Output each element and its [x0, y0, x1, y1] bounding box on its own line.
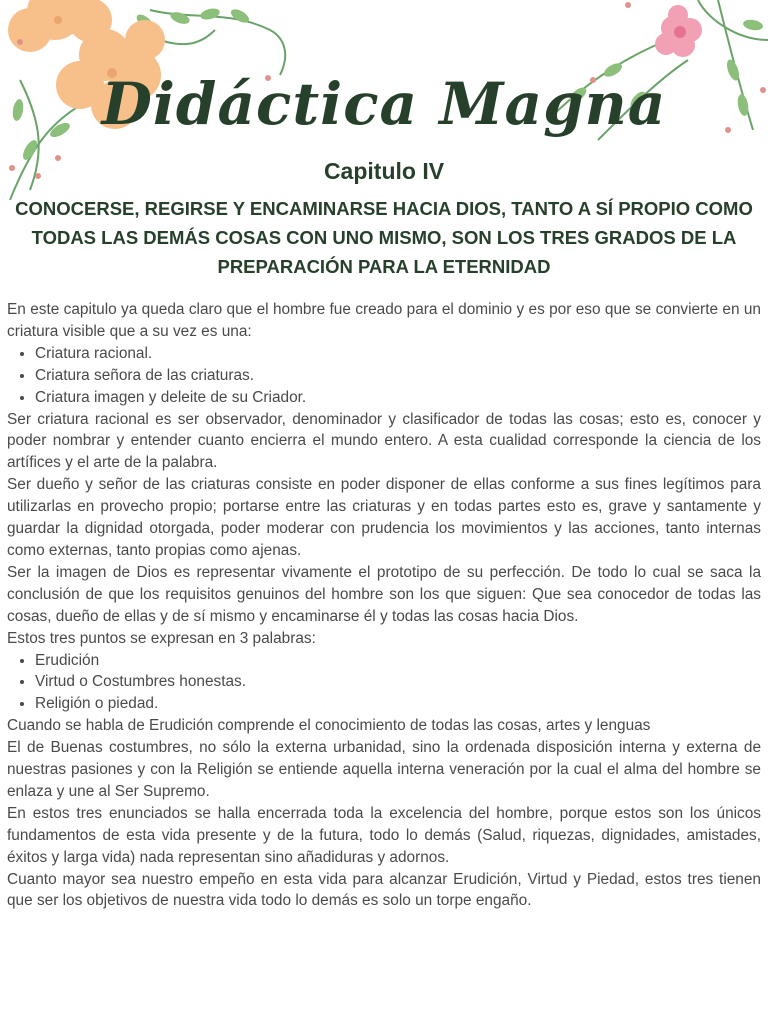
- paragraph-three-points: Estos tres puntos se expresan en 3 palabras:: [7, 629, 316, 647]
- chapter-heading: CONOCERSE, REGIRSE Y ENCAMINARSE HACIA DIOS, TANTO A SÍ PROPIO COMO TODAS LAS DEMÁS COSAS CON UNO MISMO, SON LOS TRES GRADOS DE LA PREPARACIÓN PARA LA ETERNIDAD: [15, 198, 753, 277]
- list-item: • Erudición: [35, 650, 761, 672]
- document-body: [7, 299, 761, 912]
- paragraph-customs: El de Buenas costumbres, no sólo la externa urbanidad, sino la ordenada disposición interna y externa de nuestras pasiones y con la Religión se entiende aquella interna veneración por la cual el alma del hombre se enlaza y une al Ser Supremo.: [7, 739, 761, 800]
- paragraph-rational: Ser criatura racional es ser observador, denominador y clasificador de todas las cosas; esto es, conocer y poder nombrar y entender cuanto encierra el mundo entero. A esta cualidad corresponde la ciencia de los artífices y el arte de la palabra.: [7, 410, 761, 472]
- paragraph-final: Cuanto mayor sea nuestro empeño en esta vida para alcanzar Erudición, Virtud y Piedad, estos tres tienen que ser los objetivos de nuestra vida todo lo demás es solo un torpe engaño.: [7, 870, 761, 910]
- list-item: • Religión o piedad.: [35, 693, 761, 715]
- paragraph-erudition: Cuando se habla de Erudición comprende el conocimiento de todas las cosas, artes y lenguas: [7, 717, 651, 735]
- paragraph-statements: En estos tres enunciados se halla encerrada toda la excelencia del hombre, porque estos son los únicos fundamentos de esta vida presente y de la futura, todo lo demás (Salud, riquezas, dignidades, amistades, éxitos y larga vida) nada representan sino añadiduras y adornos.: [7, 804, 761, 866]
- chapter-title: Capitulo IV: [323, 158, 445, 184]
- list-item: • Criatura racional.: [35, 343, 761, 365]
- paragraph-image: Ser la imagen de Dios es representar vivamente el prototipo de su perfección. De todo lo cual se saca la conclusión de que los requisitos genuinos del hombre son los que siguen: Que sea conocedor de todas las cosas, dueño de ellas y de sí mismo y encaminarse él y todas las cosas hacia Dios.: [7, 563, 761, 625]
- three-words-list: [7, 650, 761, 716]
- document-title: Didáctica Magna: [101, 70, 667, 138]
- creature-list: [7, 343, 761, 409]
- intro-paragraph: En este capitulo ya queda claro que el hombre fue creado para el dominio y es por eso que se convierte en un criatura visible que a su vez es una:: [7, 301, 761, 340]
- list-item: • Criatura imagen y deleite de su Criador.: [35, 387, 761, 409]
- list-item: • Virtud o Costumbres honestas.: [35, 671, 761, 693]
- list-item: • Criatura señora de las criaturas.: [35, 365, 761, 387]
- paragraph-owner: Ser dueño y señor de las criaturas consiste en poder disponer de ellas conforme a sus fines legítimos para utilizarlas en provecho propio; portarse entre las criaturas y en todas partes esto es, grave y santamente y guardar la dignidad otorgada, poder moderar con prudencia los movimientos y las acciones, tanto internas como externas, tanto propias como ajenas.: [7, 476, 761, 559]
